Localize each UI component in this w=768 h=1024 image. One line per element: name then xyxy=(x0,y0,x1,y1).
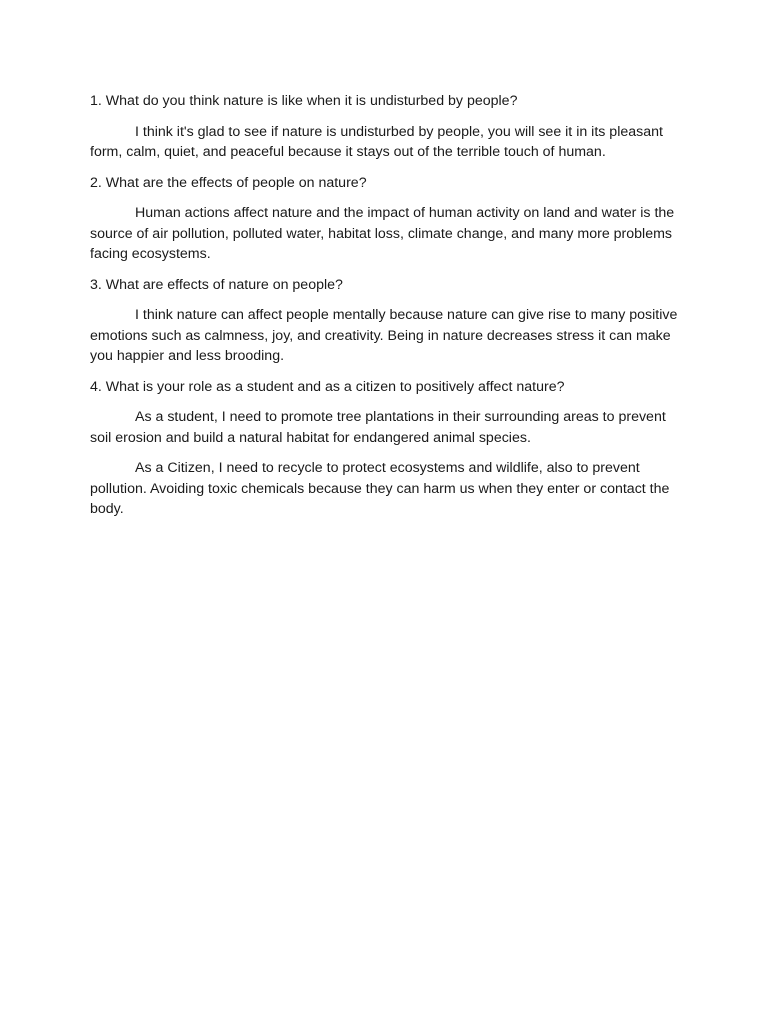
answer-4-citizen: As a Citizen, I need to recycle to protect ecosystems and wildlife, also to prevent pollution. Avoiding toxic chemicals because they can harm us when they enter or contact the body. xyxy=(90,460,670,517)
answer-2: Human actions affect nature and the impact of human activity on land and water is the source of air pollution, polluted water, habitat loss, climate change, and many more problems facing ecosystems. xyxy=(90,205,675,262)
question-4: 4. What is your role as a student and as a citizen to positively affect nature? xyxy=(90,378,565,395)
answer-1: I think it's glad to see if nature is undisturbed by people, you will see it in its pleasant form, calm, quiet, and peaceful because it stays out of the terrible touch of human. xyxy=(90,123,663,160)
document-body xyxy=(90,91,680,530)
question-1: 1. What do you think nature is like when it is undisturbed by people? xyxy=(90,93,518,109)
question-2: 2. What are the effects of people on nature? xyxy=(90,174,367,191)
answer-4-student: As a student, I need to promote tree plantations in their surrounding areas to prevent soil erosion and build a natural habitat for endangered animal species. xyxy=(90,409,666,446)
question-3: 3. What are effects of nature on people? xyxy=(90,276,343,293)
answer-3: I think nature can affect people mentally because nature can give rise to many positive emotions such as calmness, joy, and creativity. Being in nature decreases stress it can make you happier and less brooding. xyxy=(90,307,678,364)
